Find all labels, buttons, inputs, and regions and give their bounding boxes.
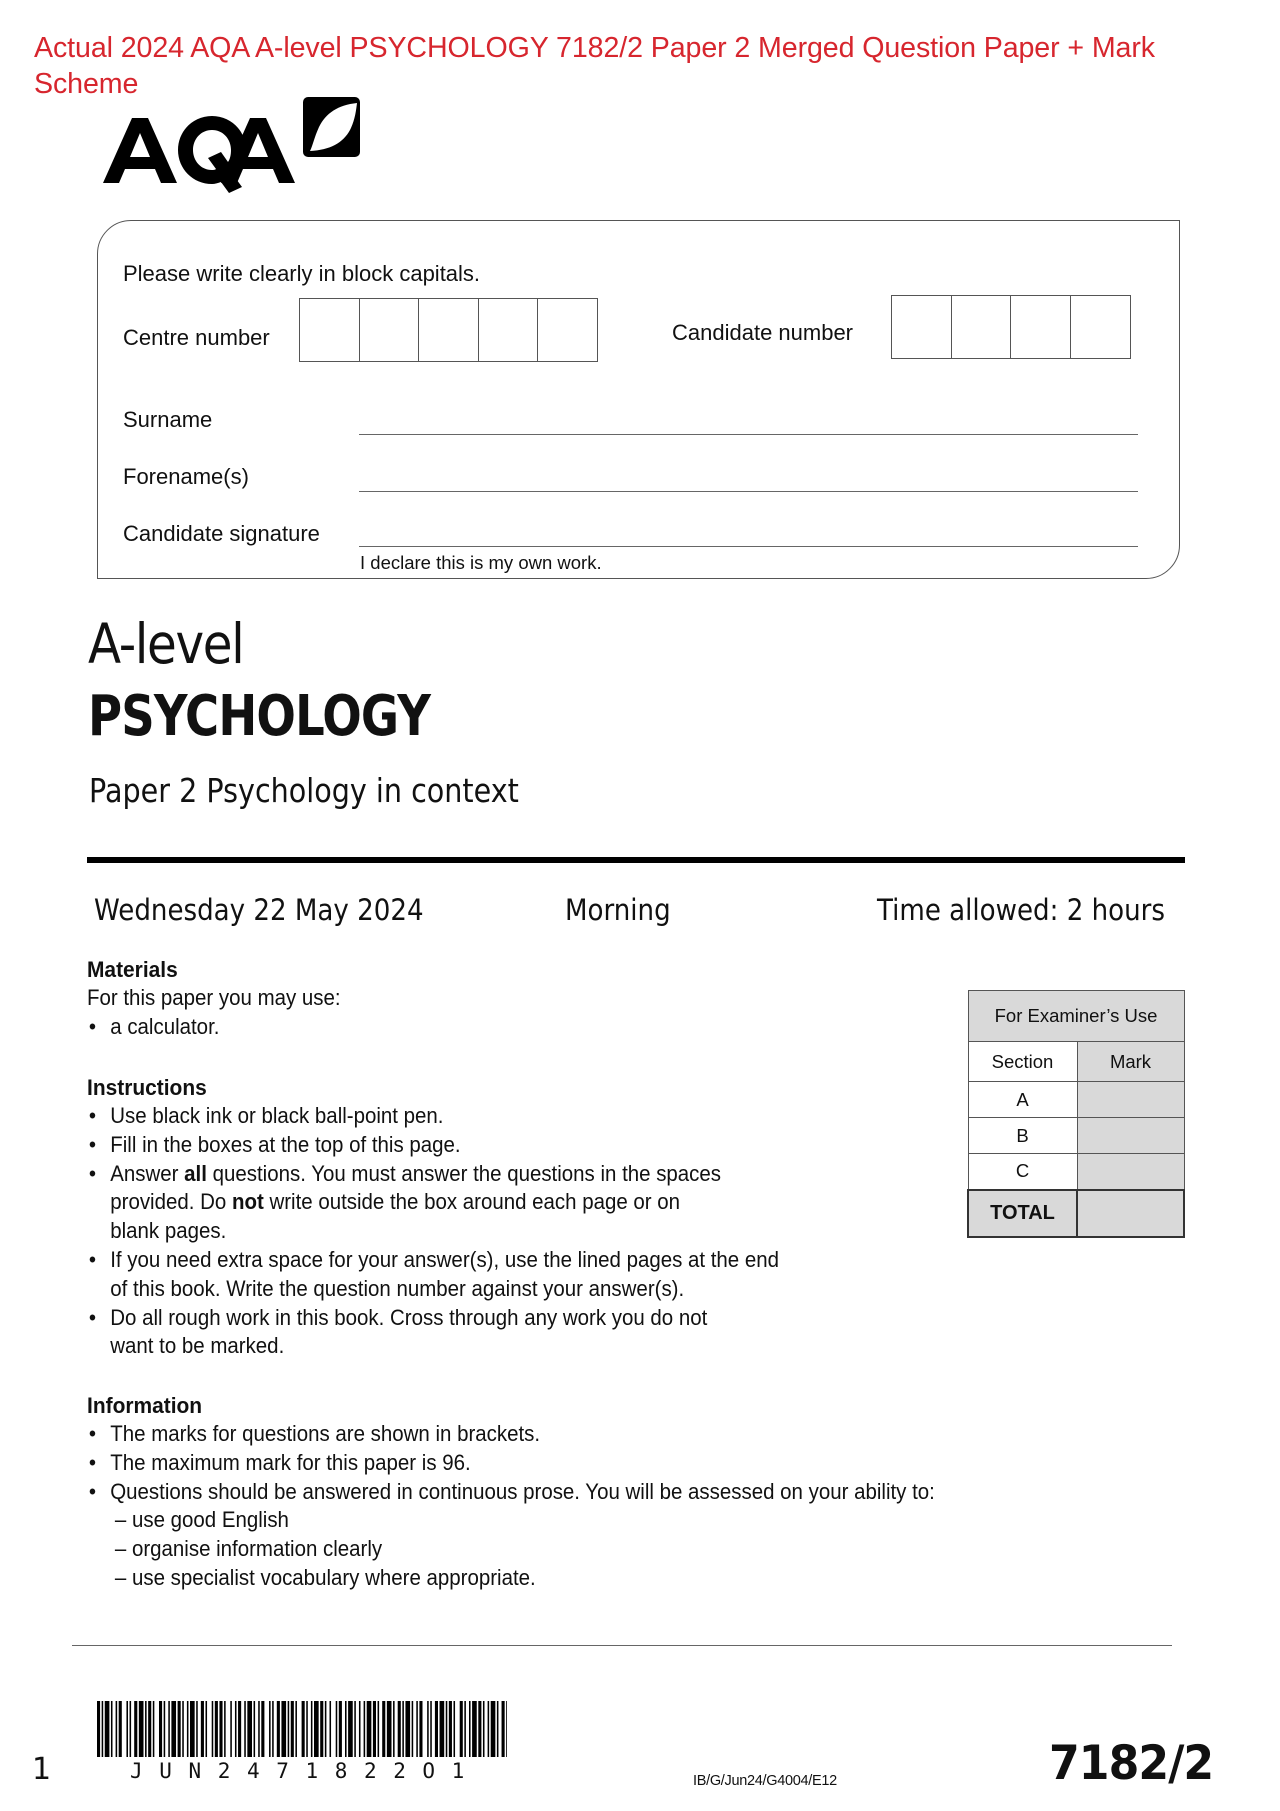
materials-intro: For this paper you may use:: [87, 985, 341, 1010]
centre-number-input[interactable]: [299, 298, 598, 362]
paper-title: Paper 2 Psychology in context: [89, 772, 519, 810]
section-cell: A: [968, 1082, 1077, 1118]
instruction-item: • If you need extra space for your answer(s), use the lined pages at the end of this book. Write the question number against your answer(s).: [87, 1246, 779, 1304]
table-row: [968, 1154, 1184, 1190]
footer-divider: [72, 1645, 1172, 1646]
barcode-icon: [97, 1701, 507, 1757]
information-section: [87, 1392, 935, 1593]
mark-cell[interactable]: [1077, 1154, 1184, 1190]
signature-field[interactable]: [359, 546, 1138, 547]
centre-number-label: Centre number: [123, 325, 270, 350]
examiner-use-table: [967, 990, 1185, 1238]
forename-field[interactable]: [359, 491, 1138, 492]
instruction-item: • Answer all questions. You must answer the questions in the spaces provided. Do not write outside the box around each page or on blank pages.: [87, 1160, 779, 1246]
mark-cell[interactable]: [1077, 1082, 1184, 1118]
qualification-level: A-level: [88, 612, 244, 676]
assessment-criterion: – organise information clearly: [114, 1536, 383, 1562]
surname-label: Surname: [123, 407, 213, 432]
aqa-logo: [100, 95, 370, 195]
total-mark-cell[interactable]: [1077, 1190, 1184, 1237]
instructions-list: [87, 1102, 779, 1361]
section-column-header: Section: [968, 1042, 1077, 1082]
instructions-heading: Instructions: [87, 1075, 207, 1100]
candidate-number-digit-box[interactable]: [1070, 295, 1131, 359]
section-cell: B: [968, 1118, 1077, 1154]
assessment-criterion: – use good English: [114, 1507, 289, 1533]
table-row: [968, 1082, 1184, 1118]
signature-label: Candidate signature: [123, 521, 320, 546]
document-banner-title: Actual 2024 AQA A-level PSYCHOLOGY 7182/2 Paper 2 Merged Question Paper + Mark Scheme: [34, 32, 1155, 100]
exam-date: Wednesday 22 May 2024: [94, 893, 424, 927]
total-label: TOTAL: [968, 1190, 1077, 1237]
exam-session: Morning: [565, 893, 671, 927]
centre-number-digit-box[interactable]: [359, 298, 420, 362]
materials-section: [87, 956, 341, 1042]
block-capitals-instruction: Please write clearly in block capitals.: [123, 261, 481, 286]
candidate-number-input[interactable]: [891, 295, 1131, 359]
information-item: • Questions should be answered in continuous prose. You will be assessed on your ability to:: [87, 1478, 935, 1507]
assessment-criteria-list: [87, 1506, 935, 1592]
instructions-section: [87, 1074, 779, 1361]
subject-title: PSYCHOLOGY: [88, 684, 431, 749]
materials-heading: Materials: [87, 957, 178, 982]
information-heading: Information: [87, 1393, 203, 1418]
information-list: [87, 1420, 935, 1506]
section-cell: C: [968, 1154, 1077, 1190]
centre-number-digit-box[interactable]: [537, 298, 598, 362]
instruction-item: • Do all rough work in this book. Cross through any work you do not want to be marked.: [87, 1304, 779, 1362]
mark-column-header: Mark: [1077, 1042, 1184, 1082]
aqa-leaf-icon: [303, 97, 360, 157]
candidate-number-digit-box[interactable]: [891, 295, 952, 359]
table-row: [968, 1118, 1184, 1154]
centre-number-digit-box[interactable]: [478, 298, 539, 362]
information-item: • The maximum mark for this paper is 96.: [87, 1449, 935, 1478]
centre-number-digit-box[interactable]: [299, 298, 360, 362]
examiner-table-heading: For Examiner’s Use: [968, 991, 1184, 1042]
candidate-number-label: Candidate number: [672, 320, 854, 345]
centre-number-digit-box[interactable]: [418, 298, 479, 362]
page-number: 1: [32, 1752, 52, 1787]
forename-label: Forename(s): [123, 464, 249, 489]
instruction-item: • Use black ink or black ball-point pen.: [87, 1102, 779, 1131]
candidate-number-digit-box[interactable]: [1010, 295, 1071, 359]
time-allowed: Time allowed: 2 hours: [877, 893, 1165, 927]
candidate-number-digit-box[interactable]: [951, 295, 1012, 359]
assessment-criterion: – use specialist vocabulary where appropriate.: [114, 1564, 536, 1590]
title-divider: [87, 857, 1185, 863]
aqa-wordmark: [103, 116, 295, 193]
document-reference: IB/G/Jun24/G4004/E12: [693, 1773, 837, 1789]
mark-cell[interactable]: [1077, 1118, 1184, 1154]
surname-field[interactable]: [359, 434, 1138, 435]
paper-code: 7182/2: [1049, 1736, 1214, 1791]
barcode-text: JUN2471822O1: [130, 1759, 481, 1783]
materials-item: • a calculator.: [87, 1013, 341, 1042]
instruction-item: • Fill in the boxes at the top of this page.: [87, 1131, 779, 1160]
materials-list: [87, 1013, 341, 1042]
declaration-text: I declare this is my own work.: [360, 552, 602, 573]
total-row: [968, 1190, 1184, 1237]
information-item: • The marks for questions are shown in brackets.: [87, 1420, 935, 1449]
